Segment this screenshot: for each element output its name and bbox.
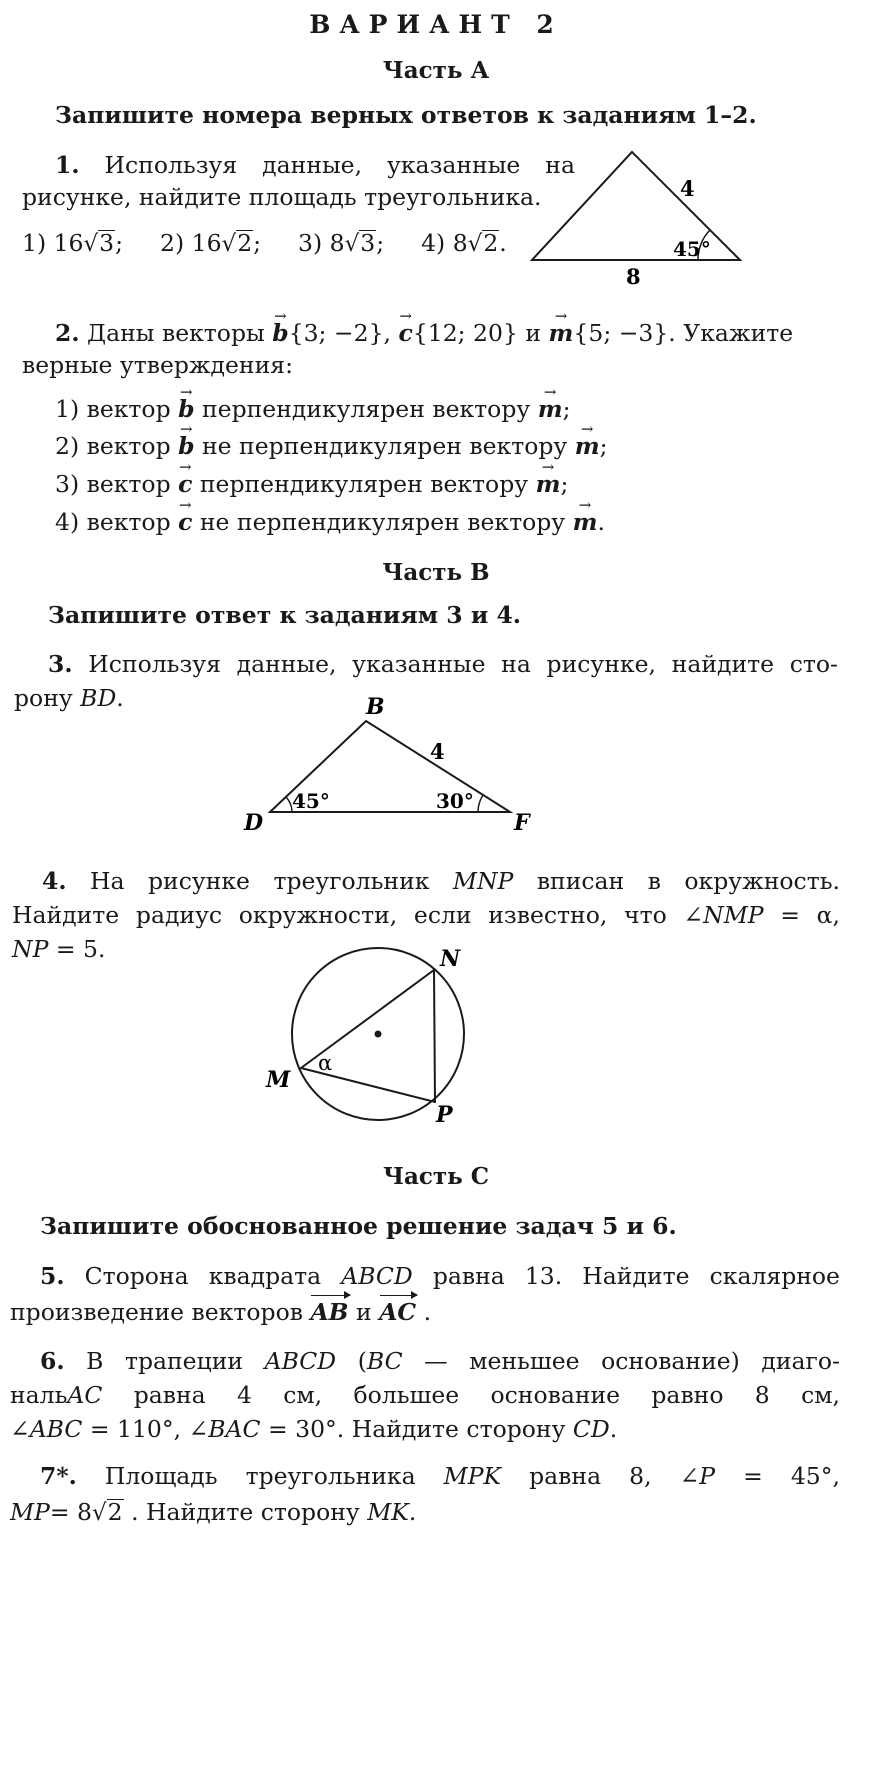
task3-line2: рону BD. xyxy=(14,684,124,712)
task3-triangle-figure xyxy=(240,688,560,838)
task6-number: 6. xyxy=(40,1347,65,1375)
task6-line1: 6. В трапеции ABCD (BC — меньшее основание) диаго- xyxy=(40,1347,840,1375)
task2-option-4: 4) вектор → c не перпендикулярен вектору → m. xyxy=(55,507,605,537)
task1-angle-label: 45° xyxy=(673,237,711,261)
task1-base-label: 8 xyxy=(626,264,641,289)
task3-number: 3. xyxy=(48,650,73,678)
task4-center-dot xyxy=(375,1031,382,1038)
task3-side-label: 4 xyxy=(430,739,445,764)
task6-line2: нальAC равна 4 см, большее основание равно 8 см, xyxy=(10,1381,840,1409)
task5-line2: произведение векторов AB и AC . xyxy=(10,1298,432,1326)
part-a-title: Часть А xyxy=(382,57,490,84)
task4-triangle xyxy=(301,970,435,1102)
task1-text-1: Используя данные, указанные на xyxy=(104,151,575,179)
task3-angle-f-label: 30° xyxy=(436,789,474,813)
task4-line2: Найдите радиус окружности, если известно, что ∠NMP = α, xyxy=(12,901,840,929)
task4-number: 4. xyxy=(42,867,67,895)
part-a-instruction: Запишите номера верных ответов к заданиям 1–2. xyxy=(55,101,757,129)
part-b-title: Часть В xyxy=(382,559,490,586)
task2-line2: верные утверждения: xyxy=(22,351,293,379)
task3-label-f: F xyxy=(514,810,530,836)
vector-c: → c xyxy=(398,318,412,348)
task4-label-m: M xyxy=(266,1067,291,1093)
task2-number: 2. xyxy=(55,319,80,347)
task1-line1 xyxy=(55,150,575,180)
task4-line3: NP = 5. xyxy=(12,935,106,963)
task3-angle-d-label: 45° xyxy=(292,789,330,813)
task1-options xyxy=(22,228,507,259)
task4-circle-figure xyxy=(260,940,500,1140)
task3-line1: 3. Используя данные, указанные на рисунке, найдите сто- xyxy=(48,650,838,678)
task1-option-3: 3) 8√3; xyxy=(298,229,385,257)
task5-line1: 5. Сторона квадрата ABCD равна 13. Найдите скалярное xyxy=(40,1262,840,1290)
task6-line3: ∠ABC = 110°, ∠BAC = 30°. Найдите сторону CD. xyxy=(10,1415,618,1443)
task7-line2: MP= 8√2 . Найдите сторону MK. xyxy=(10,1498,417,1526)
task7-line1: 7*. Площадь треугольника MPK равна 8, ∠P = 45°, xyxy=(40,1462,840,1490)
part-b-instruction: Запишите ответ к заданиям 3 и 4. xyxy=(48,601,521,629)
task3-angle-f-arc xyxy=(478,795,483,812)
vector-b: → b xyxy=(272,318,288,348)
variant-title: ВАРИАНТ 2 xyxy=(309,10,563,39)
part-c-title: Часть С xyxy=(382,1163,490,1190)
task2-option-1: 1) вектор → b перпендикулярен вектору → m; xyxy=(55,394,570,424)
task1-triangle-figure xyxy=(520,140,760,290)
task4-label-p: P xyxy=(436,1102,453,1128)
task2-line1: 2. Даны векторы → b{3; −2}, → c{12; 20} и → m{5; −3}. Укажите xyxy=(55,318,793,348)
task1-option-4: 4) 8√2. xyxy=(421,229,507,257)
task3-label-d: D xyxy=(244,810,264,836)
task5-number: 5. xyxy=(40,1262,65,1290)
task7-number: 7*. xyxy=(40,1462,77,1490)
part-c-instruction: Запишите обоснованное решение задач 5 и 6. xyxy=(40,1212,677,1240)
task1-number: 1. xyxy=(55,151,80,179)
vector-ac: AC xyxy=(379,1298,417,1326)
task2-option-2: 2) вектор → b не перпендикулярен вектору → m; xyxy=(55,431,608,461)
task1-option-1: 1) 16√3; xyxy=(22,229,124,257)
task1-option-2: 2) 16√2; xyxy=(160,229,262,257)
vector-ab: AB xyxy=(310,1298,349,1326)
task1-side-label: 4 xyxy=(680,176,695,201)
task4-label-n: N xyxy=(440,946,461,972)
task3-label-b: B xyxy=(366,694,385,720)
vector-m: → m xyxy=(549,318,574,348)
task1-line2: рисунке, найдите площадь треугольника. xyxy=(22,183,542,211)
task4-alpha-label: α xyxy=(318,1051,333,1075)
task4-line1: 4. На рисунке треугольник MNP вписан в окружность. xyxy=(42,867,840,895)
task2-option-3: 3) вектор → c перпендикулярен вектору → m; xyxy=(55,469,568,499)
